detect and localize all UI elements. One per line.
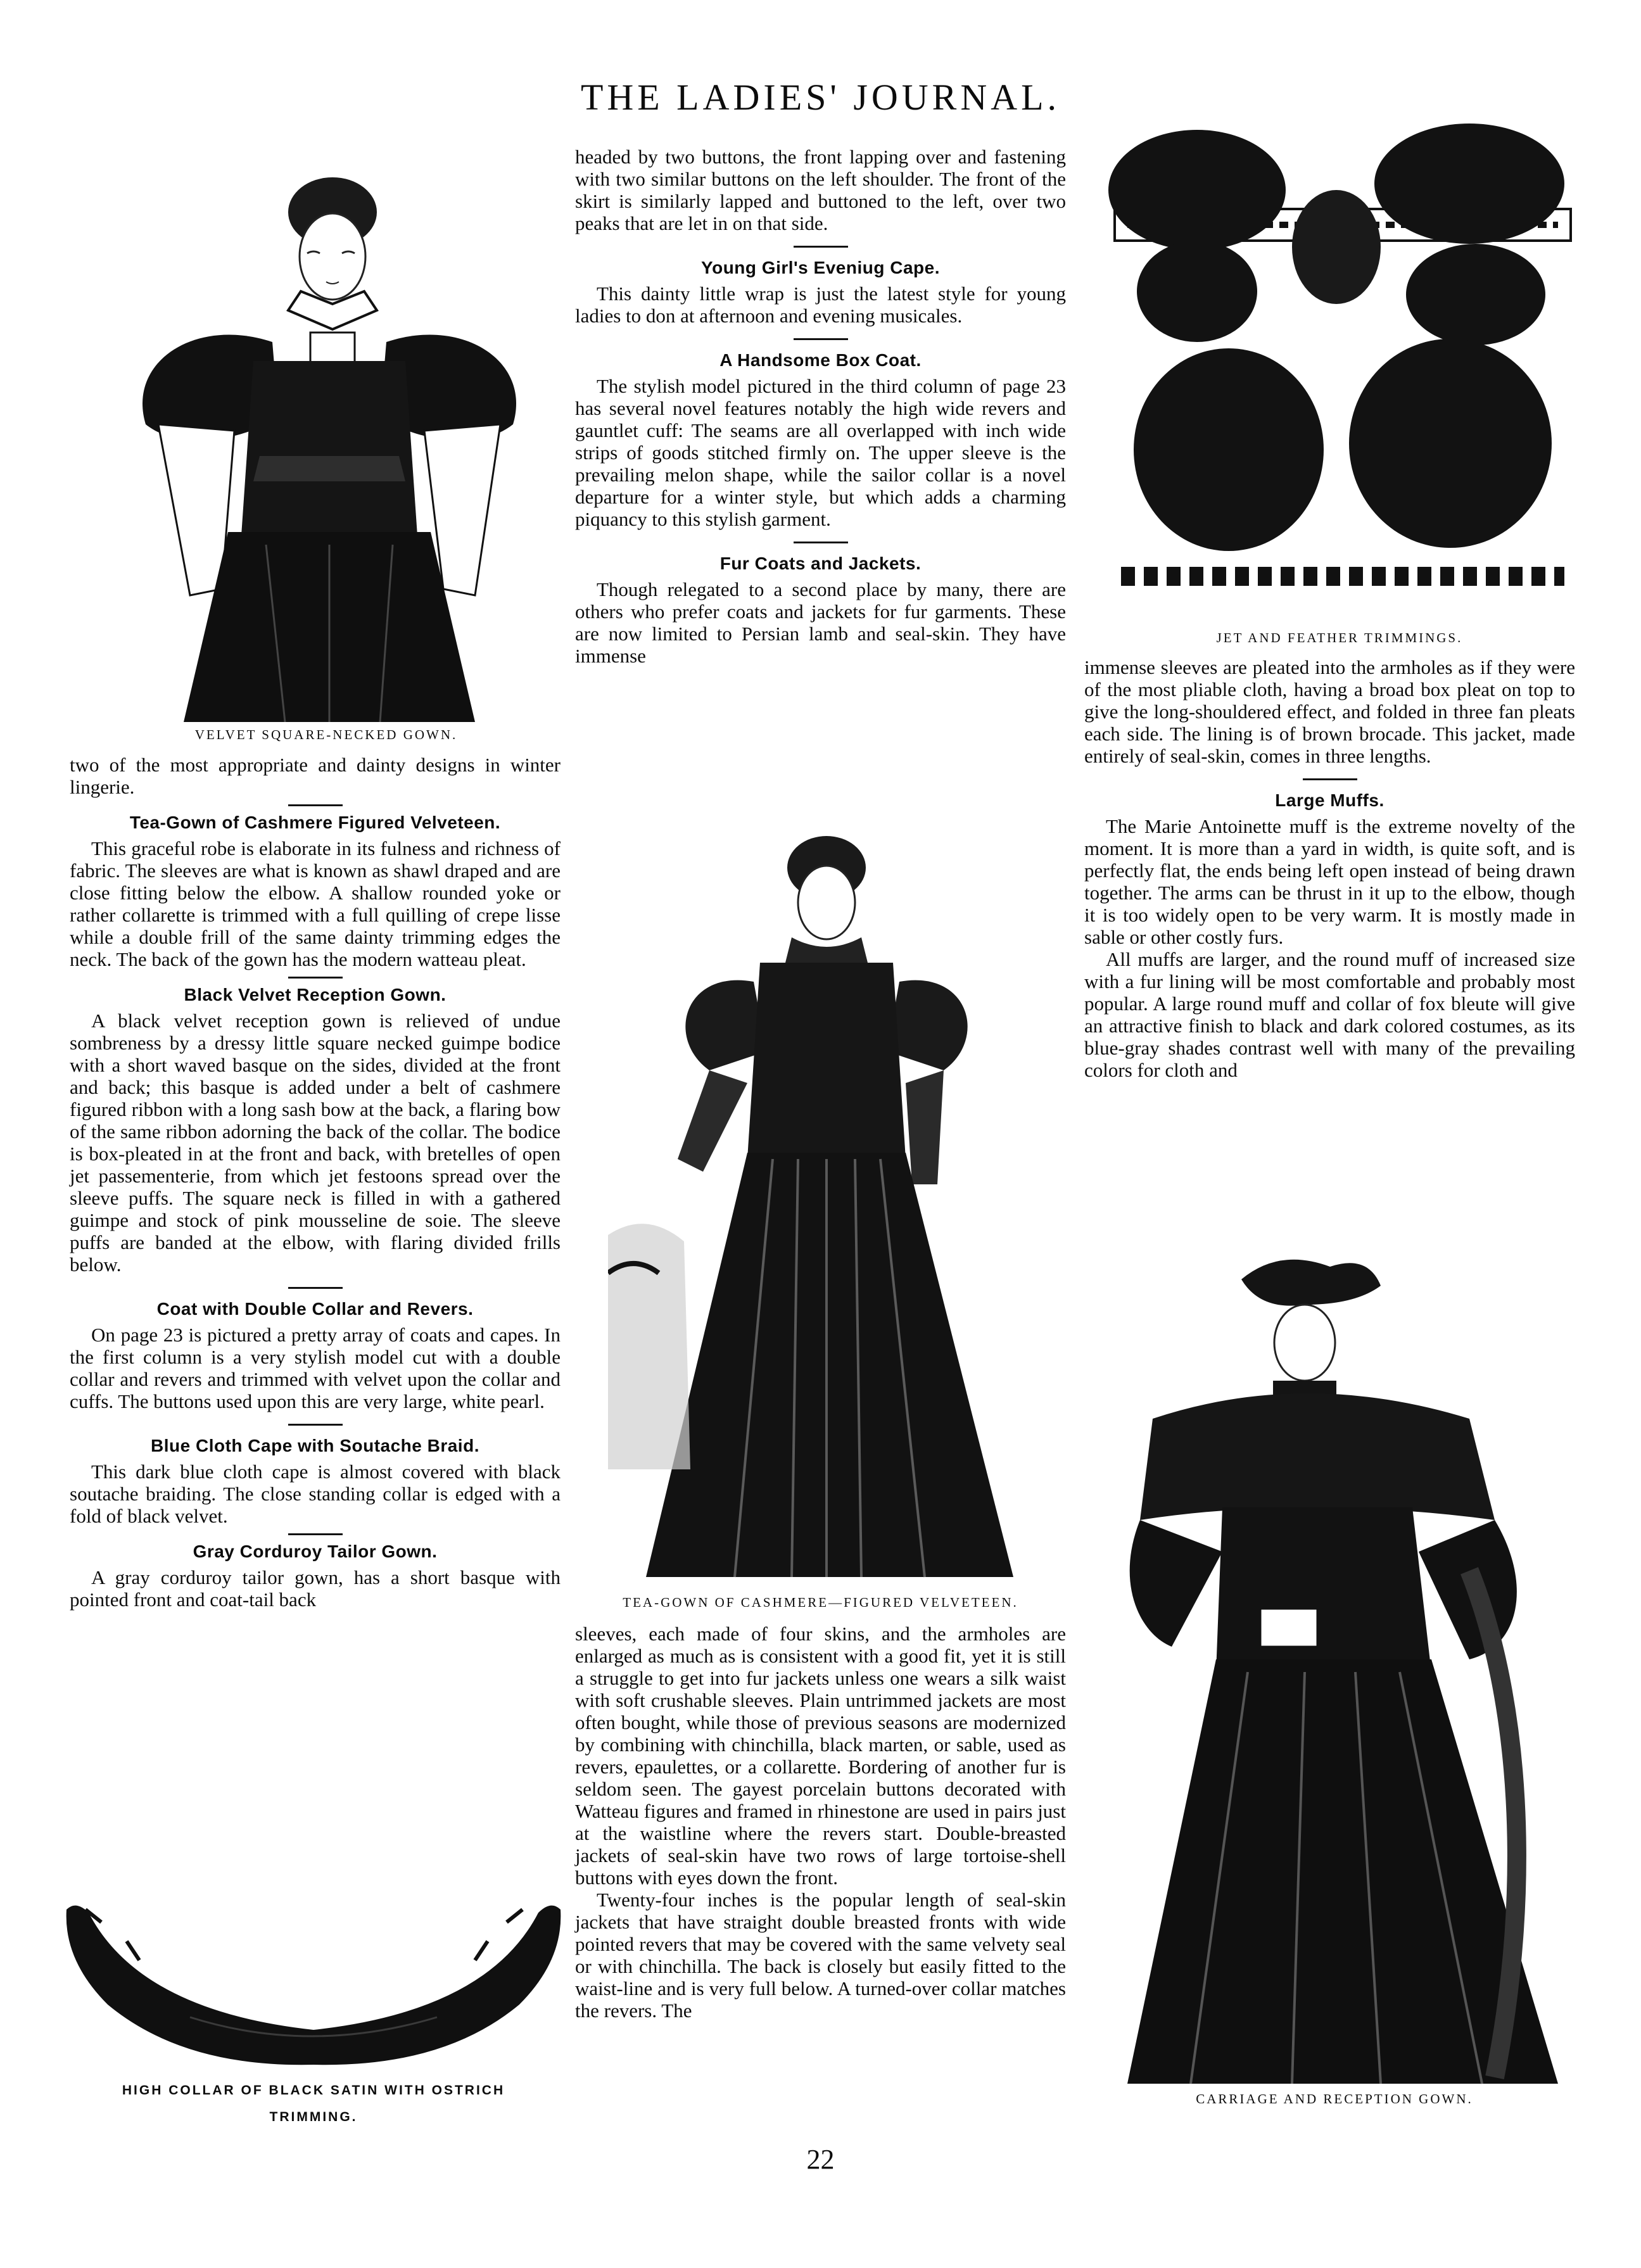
heading-blue-cloth-cape: Blue Cloth Cape with Soutache Braid. — [151, 1436, 479, 1455]
page-number: 22 — [806, 2144, 835, 2175]
column-2-text-lower — [575, 1623, 1066, 2022]
carriage-gown-caption: CARRIAGE AND RECEPTION GOWN. — [1196, 2091, 1473, 2106]
body-large-muffs-1: The Marie Antoinette muff is the extreme novelty of the moment. It is more than a yard in width, is quite soft, and is perfectly flat, the ends being left open instead of being drawn together. The arms can be thrust in it up to the elbow, though it is too widely open to be very warm. It is mostly made in sable or other costly furs. — [1084, 815, 1575, 948]
body-young-girls-cape: This dainty little wrap is just the latest style for young ladies to don at afternoon and evening musicales. — [575, 282, 1066, 327]
column-1-text — [70, 754, 561, 1611]
body-tea-gown: This graceful robe is elaborate in its fulness and richness of fabric. The sleeves are what is known as shawl draped and are close fitting below the elbow. A shallow rounded yoke or rather collarette is trimmed with a full quilling of crepe lisse while a double frill of the same dainty trimming edges the neck. The back of the gown has the modern watteau pleat. — [70, 837, 561, 970]
separator-rule — [288, 1287, 343, 1289]
high-collar-illustration — [63, 1884, 564, 2074]
high-collar-caption-line-1: HIGH COLLAR OF BLACK SATIN WITH OSTRICH — [122, 2083, 505, 2098]
heading-black-velvet: Black Velvet Reception Gown. — [184, 985, 447, 1004]
tea-gown-caption: TEA-GOWN OF CASHMERE—FIGURED VELVETEEN. — [623, 1595, 1018, 1610]
column-2-intro: headed by two buttons, the front lapping over and fastening with two similar buttons on the left shoulder. The front of the skirt is similarly lapped and buttoned to the left, over two peaks that are let in on that side. — [575, 146, 1066, 234]
heading-tea-gown: Tea-Gown of Cashmere Figured Velveteen. — [129, 813, 501, 832]
heading-corduroy-gown: Gray Corduroy Tailor Gown. — [193, 1542, 438, 1561]
column-3-text — [1084, 656, 1575, 1081]
high-collar-caption-line-2: TRIMMING. — [269, 2110, 358, 2124]
column-1-intro: two of the most appropriate and dainty designs in winter lingerie. — [70, 754, 561, 798]
high-collar-caption — [63, 2077, 564, 2131]
body-double-collar-coat: On page 23 is pictured a pretty array of coats and capes. In the first column is a very stylish model cut with a double collar and revers and trimmed with velvet upon the collar and cuffs. The buttons used upon this are very large, white pearl. — [70, 1324, 561, 1412]
separator-rule — [1303, 778, 1357, 780]
heading-double-collar-coat: Coat with Double Collar and Revers. — [156, 1299, 474, 1319]
velvet-gown-illustration — [120, 152, 532, 722]
column-3-intro: immense sleeves are pleated into the armholes as if they were of the most pliable cloth, having a broad box pleat on top to give the long-shouldered effect, and folded in three fan pleats each side. The lining is of brown brocade. This jacket, made entirely of seal-skin, comes in three lengths. — [1084, 656, 1575, 767]
heading-fur-coats: Fur Coats and Jackets. — [719, 554, 922, 573]
body-blue-cloth-cape: This dark blue cloth cape is almost covered with black soutache braiding. The close standing collar is edged with a fold of black velvet. — [70, 1460, 561, 1527]
heading-young-girls-cape: Young Girl's Eveniug Cape. — [701, 258, 940, 277]
body-corduroy-gown: A gray corduroy tailor gown, has a short basque with pointed front and coat-tail back — [70, 1566, 561, 1611]
separator-rule — [288, 1533, 343, 1535]
heading-large-muffs: Large Muffs. — [1275, 790, 1384, 810]
carriage-gown-illustration — [1115, 1254, 1571, 2090]
separator-rule — [288, 1424, 343, 1426]
separator-rule — [288, 804, 343, 806]
separator-rule — [288, 977, 343, 979]
separator-rule — [794, 338, 848, 340]
jet-feather-trimmings-illustration — [1089, 114, 1590, 621]
column-2-text-upper — [575, 146, 1066, 667]
masthead: THE LADIES' JOURNAL. — [580, 77, 1061, 118]
body-fur-coats: Though relegated to a second place by many, there are others who prefer coats and jackets for fur garments. These are now limited to Persian lamb and seal-skin. They have immense — [575, 578, 1066, 667]
body-large-muffs-2: All muffs are larger, and the round muff of increased size with a fur lining will be most comfortable and probably most popular. A large round muff and collar of fox bleute will give an attractive finish to black and dark colored costumes, as its blue-gray shades contrast well with many of the prevailing colors for cloth and — [1084, 948, 1575, 1081]
body-black-velvet: A black velvet reception gown is relieved of undue sombreness by a dressy little square necked guimpe bodice with a short waved basque on the sides, divided at the front and back; this basque is added under a belt of cashmere figured ribbon with a long sash bow at the back, a flaring bow of the same ribbon adorning the back of the collar. The bodice is box-pleated in at the front and back, with bretelles of open jet passementerie, from which jet festoons spread over the sleeve puffs. The square neck is filled in with a gathered guimpe and stock of pink mousseline de soie. The sleeve puffs are banded at the elbow, with flaring divided frills below. — [70, 1010, 561, 1276]
fur-jackets-continuation-1: sleeves, each made of four skins, and the armholes are enlarged as much as is consistent with a good fit, yet it is still a struggle to get into fur jackets unless one wears a silk waist with soft crushable sleeves. Plain untrimmed jackets are most often bought, while those of previous seasons are modernized by combining with chinchilla, black marten, or sable, used as revers, epaulettes, or a collarette. Bordering of another fur is seldom seen. The gayest porcelain buttons decorated with Watteau figures and framed in rhinestone are used in pairs just at the waistline where the revers start. Double-breasted jackets of seal-skin have two rows of large tortoise-shell buttons with eyes down the front. — [575, 1623, 1066, 1889]
body-box-coat: The stylish model pictured in the third column of page 23 has several novel features notably the high wide revers and gauntlet cuff: The seams are all overlapped with inch wide strips of goods stitched firmly on. The upper sleeve is the prevailing melon shape, while the sailor collar is a novel departure for a winter style, but which adds a charming piquancy to this stylish garment. — [575, 375, 1066, 530]
separator-rule — [794, 542, 848, 543]
heading-box-coat: A Handsome Box Coat. — [719, 350, 922, 370]
jet-feather-caption: JET AND FEATHER TRIMMINGS. — [1216, 630, 1463, 645]
tea-gown-illustration — [608, 830, 1039, 1590]
fur-jackets-continuation-2: Twenty-four inches is the popular length of seal-skin jackets that have straight double breasted fronts with wide pointed revers that may be covered with the same velvety seal or with chinchilla. The back is closely but easily fitted to the waist-line and is very full below. A turned-over collar matches the revers. The — [575, 1889, 1066, 2022]
velvet-gown-caption: VELVET SQUARE-NECKED GOWN. — [194, 727, 458, 742]
separator-rule — [794, 246, 848, 248]
